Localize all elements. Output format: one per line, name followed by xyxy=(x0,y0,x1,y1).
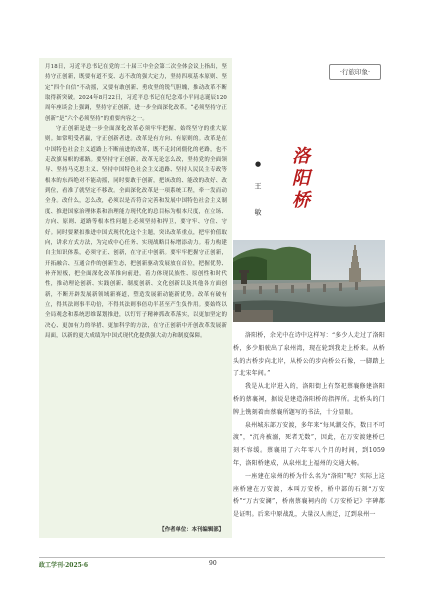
section-tag: ·行旅印象· xyxy=(329,64,381,80)
essay-paragraph-4: 一座建在泉州的桥为什么名为“洛阳”呢？实际上这座桥建在万安渡，本叫万安桥，桥中部的石刻“万安桥”“万古安澜”，桥南蔡襄祠内的《万安桥记》字碑都是证明。后来中原战乱，大量汉人南迁，辽到泉州一 xyxy=(233,472,385,519)
page-number: 90 xyxy=(209,560,217,567)
footer-divider xyxy=(39,557,385,558)
essay-paragraph-3: 泉州城东部万安渡，多年来“每风潮交作，数日不可渡”，“沉舟被溺，死者无数”，因此，在万安渡建桥已刻不容缓。蔡襄用了六年零八个月的时间，到1059年，洛阳桥建成，从泉州北上福州的交通大畅。 xyxy=(233,421,385,467)
essay-body xyxy=(233,330,385,522)
luoyang-bridge-photo xyxy=(233,240,385,322)
essay-paragraph-1: 洛阳桥，余光中在诗中这样写：“多少人走过了洛阳桥，多少船驶出了泉州湾，现在轮到我走上桥来。从桥头的古桥步向北岸，从桥公的步向桥公石像，一脚踏上了北宋年间。” xyxy=(233,332,385,378)
essay-title: 洛阳桥 xyxy=(289,146,310,212)
bridge-photo-illustration xyxy=(233,240,385,322)
travel-essay-column xyxy=(233,58,385,545)
essay-paragraph-2: 我是从北岸进入的，洛阳街上有祭祀蔡襄修建洛阳桥的蔡襄祠，据说是建造洛阳桥的指挥所。北桥头的门牌上镌刻着由蔡襄所题写的书法，十分显眼。 xyxy=(233,383,385,416)
editorial-paragraph-2: 守正创新是进一步全面深化改革必须牢牢把握、始终坚守的重大原则。如常明受者赢，守正创新者进。改革是有方向、有原则的。改革是在中国特色社会主义道路上不断前进的改革，既不走封闭僵化的老路，也不走改旗易帜的邪路。要坚持守正创新，改革无论怎么改，坚持党的全面领导、坚持马克思主义、坚持中国特色社会主义道路、坚持人民民主专政等根本的东西绝对不能动摇，同时要敢于创新，把该改的、能改的改好、改到位，看准了就坚定不移改。全面深化改革是一项系统工程，牵一发而动全身。改什么，怎么改，必须以是否符合完善和发展中国特色社会主义制度、推进国家治理体系和治理能力现代化的总目标为根本尺度，在立场、方向、原则、道路等根本性问题上必须坚持和捍卫，要守牢、守住、守好。同时要紧扣推进中国式现代化这个主题，突出改革重点，把牢价值取向，讲求方式方法，为完成中心任务、实现战略目标增添动力。着力构建自主知识体系，必须守正、创新，在守正中创新。要牢牢把握守正创新，开拓融合、互通合作的创新生态，把创新驱动发展放在首位，把握优势、补齐短板，把全面深化改革推向前进，着力体现民族性、原创性和时代性，推动理论创新、实践创新、制度创新、文化创新以及其他各方面创新，不断开辟发展新领域新赛道，塑造发展新动能新优势。改革有破有立，得其法则事半功倍，不得其法则事倍功半甚至产生负作用。要始终以全局观念和系统思维谋划推进，以钉钉子精神抓改革落实，以更加坚定的决心、更加有力的举措、更加科学的方法，在守正创新中开创改革发展新局面，以新的更大成绩为中国式现代化提供强大动力和制度保障。 xyxy=(45,126,227,339)
editorial-column xyxy=(39,58,232,538)
author-name: ● 王 敏 xyxy=(254,160,262,222)
author-unit-note: 【作者单位：本刊编辑部】 xyxy=(159,527,224,533)
journal-footer: 政工学刊·2025·6 xyxy=(39,562,89,569)
editorial-paragraph-1: 月18日，习近平总书记在党的二十届三中全会第二次全体会议上指出，坚持守正创新，既要有道不变、志不改的强大定力，坚持四项基本原则、坚定“四个自信”不动摇，又要有敢创新、勇攻坚的锐气胆魄，推动改革不断取得新突破。2024年8月22日，习近平总书记在纪念邓小平同志诞辰120周年座谈会上强调，坚持守正创新，进一步全面深化改革。“必须坚持守正创新”是“六个必须坚持”的重要内容之一。 xyxy=(45,64,227,122)
